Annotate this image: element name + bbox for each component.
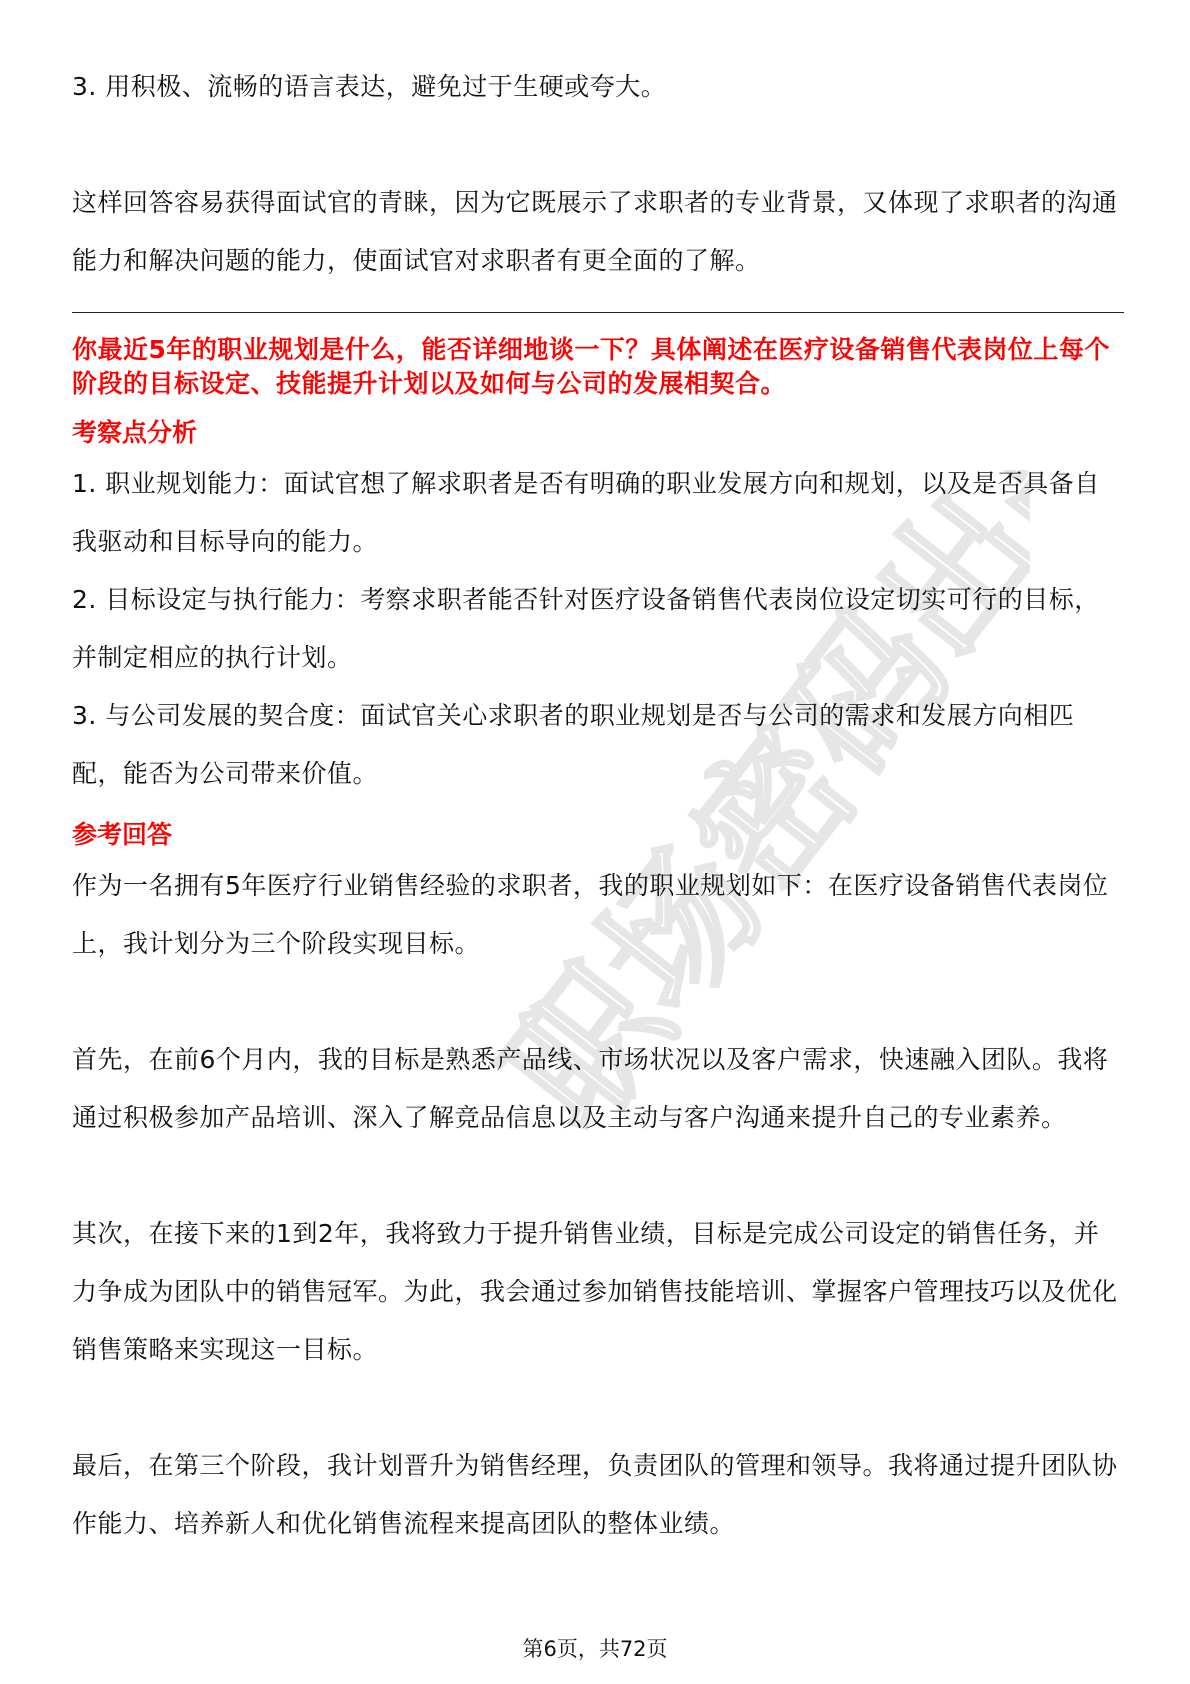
answer-paragraph: 最后，在第三个阶段，我计划晋升为销售经理，负责团队的管理和领导。我将通过提升团队协作能力、培养新人和优化销售流程来提高团队的整体业绩。 xyxy=(72,1451,1118,1538)
watermark-text: 职场密码出品 xyxy=(474,470,1030,1161)
analysis-heading: 考察点分析 xyxy=(72,418,198,447)
answer-paragraph: 作为一名拥有5年医疗行业销售经验的求职者，我的职业规划如下：在医疗设备销售代表岗位上，我计划分为三个阶段实现目标。 xyxy=(72,871,1109,958)
answer-heading: 参考回答 xyxy=(72,820,173,849)
interview-question: 你最近5年的职业规划是什么，能否详细地谈一下？具体阐述在医疗设备销售代表岗位上每个阶段的目标设定、技能提升计划以及如何与公司的发展相契合。 xyxy=(72,335,1110,398)
analysis-item: 2. 目标设定与执行能力：考察求职者能否针对医疗设备销售代表岗位设定切实可行的目标，并制定相应的执行计划。 xyxy=(72,585,1100,672)
answer-paragraph: 首先，在前6个月内，我的目标是熟悉产品线、市场状况以及客户需求，快速融入团队。我将通过积极参加产品培训、深入了解竞品信息以及主动与客户沟通来提升自己的专业素养。 xyxy=(72,1045,1109,1132)
page-number-footer: 第6页，共72页 xyxy=(522,1637,668,1661)
intro-item: 3. 用积极、流畅的语言表达，避免过于生硬或夸大。 xyxy=(72,72,667,101)
intro-summary: 这样回答容易获得面试官的青睐，因为它既展示了求职者的专业背景，又体现了求职者的沟通能力和解决问题的能力，使面试官对求职者有更全面的了解。 xyxy=(72,188,1118,275)
analysis-item: 1. 职业规划能力：面试官想了解求职者是否有明确的职业发展方向和规划，以及是否具备自我驱动和目标导向的能力。 xyxy=(72,469,1100,556)
answer-paragraph: 其次，在接下来的1到2年，我将致力于提升销售业绩，目标是完成公司设定的销售任务，并力争成为团队中的销售冠军。为此，我会通过参加销售技能培训、掌握客户管理技巧以及优化销售策略来实现这一目标。 xyxy=(72,1219,1118,1364)
section-divider xyxy=(72,312,1124,313)
analysis-item: 3. 与公司发展的契合度：面试官关心求职者的职业规划是否与公司的需求和发展方向相匹配，能否为公司带来价值。 xyxy=(72,701,1075,788)
document-content xyxy=(72,58,1124,1553)
